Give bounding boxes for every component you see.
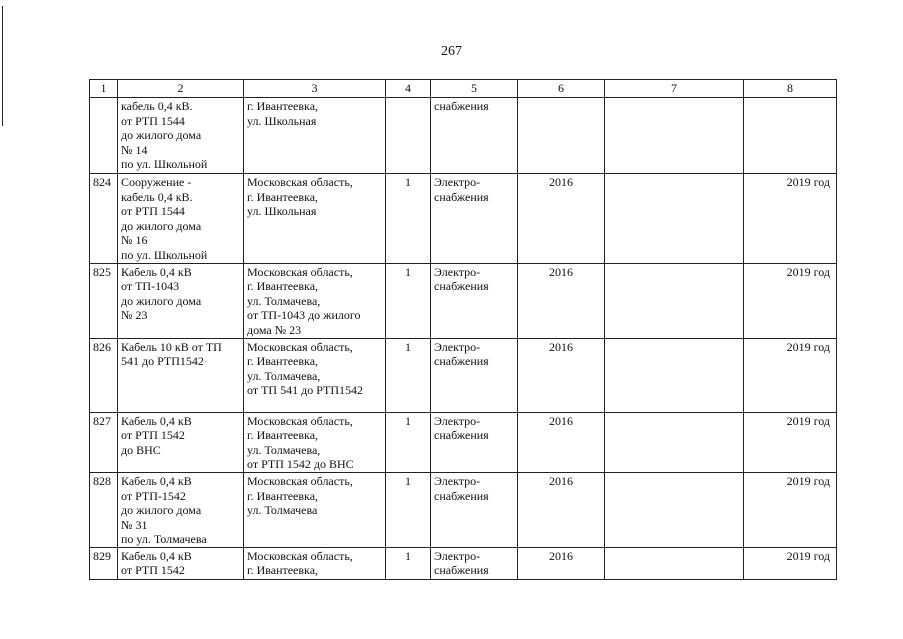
header-cell-7: 7 xyxy=(605,80,744,98)
cell-line: № 31 xyxy=(121,517,148,532)
cell-line: ул. Толмачева xyxy=(247,503,318,518)
cell-line: кабель 0,4 кВ. xyxy=(121,189,193,204)
cell-line: снабжения xyxy=(434,428,489,443)
cell-line: снабжения xyxy=(434,563,489,578)
header-cell-4: 4 xyxy=(386,80,431,98)
year-cell: 2016 xyxy=(518,338,605,412)
cell-line: Электро- xyxy=(434,175,481,189)
cell-line: 541 до РТП1542 xyxy=(121,354,204,369)
cell-line: до жилого дома xyxy=(121,218,202,233)
cell-line: Московская область, xyxy=(247,473,353,488)
cell-line: снабжения xyxy=(434,279,489,294)
cell-line: от РТП 1544 xyxy=(121,204,185,219)
cell-line: Электро- xyxy=(434,264,481,279)
row-number-cell: 824 xyxy=(90,174,118,264)
cell-line: снабжения xyxy=(434,488,489,503)
cell-line: Электро- xyxy=(434,339,481,354)
address-cell xyxy=(244,98,386,174)
cell-line: г. Ивантеевка, xyxy=(247,354,319,369)
row-number-cell: 825 xyxy=(90,263,118,338)
cell-line: Электро- xyxy=(434,473,481,488)
object-name-cell xyxy=(118,412,244,472)
quantity-cell: 1 xyxy=(386,412,431,472)
cell-line: Кабель 0,4 кВ xyxy=(121,264,192,279)
year-cell: 2016 xyxy=(518,174,605,264)
cell-line: Московская область, xyxy=(247,264,353,279)
purpose-cell xyxy=(431,472,518,547)
cell-line: от РТП 1542 xyxy=(121,563,185,578)
row-number-cell: 829 xyxy=(90,547,118,579)
cell-line: № 16 xyxy=(121,233,148,248)
column-7-cell xyxy=(605,547,744,579)
header-cell-5: 5 xyxy=(431,80,518,98)
cell-line: ул. Школьная xyxy=(247,113,317,128)
cell-line: кабель 0,4 кВ. xyxy=(121,99,193,113)
quantity-cell xyxy=(386,98,431,174)
object-name-cell xyxy=(118,98,244,174)
column-7-cell xyxy=(605,98,744,174)
quantity-cell: 1 xyxy=(386,174,431,264)
cell-line: г. Ивантеевка, xyxy=(247,563,319,578)
cell-line: г. Ивантеевка, xyxy=(247,99,319,113)
year-cell: 2016 xyxy=(518,472,605,547)
year-cell: 2016 xyxy=(518,412,605,472)
cell-line: снабжения xyxy=(434,99,489,113)
cell-line: до ВНС xyxy=(121,442,161,457)
header-cell-8: 8 xyxy=(744,80,837,98)
purpose-cell xyxy=(431,338,518,412)
date-cell: 2019 год xyxy=(744,472,837,547)
year-cell xyxy=(518,98,605,174)
quantity-cell: 1 xyxy=(386,263,431,338)
cell-line: по ул. Школьной xyxy=(121,157,208,172)
cell-line: Кабель 0,4 кВ xyxy=(121,473,192,488)
address-cell xyxy=(244,547,386,579)
date-cell: 2019 год xyxy=(744,547,837,579)
purpose-cell xyxy=(431,547,518,579)
cell-line: г. Ивантеевка, xyxy=(247,279,319,294)
purpose-cell xyxy=(431,174,518,264)
cell-line: от ТП-1043 xyxy=(121,279,180,294)
page-number: 267 xyxy=(441,44,462,59)
column-7-cell xyxy=(605,412,744,472)
cell-line: г. Ивантеевка, xyxy=(247,428,319,443)
cell-line: от РТП 1544 xyxy=(121,113,185,128)
cell-line: от ТП 541 до РТП1542 xyxy=(247,383,364,398)
year-cell: 2016 xyxy=(518,547,605,579)
year-cell: 2016 xyxy=(518,263,605,338)
cell-line: от РТП 1542 xyxy=(121,428,185,443)
cell-line: до жилого дома xyxy=(121,293,202,308)
address-cell xyxy=(244,412,386,472)
address-cell xyxy=(244,472,386,547)
object-name-cell xyxy=(118,547,244,579)
cell-line: по ул. Школьной xyxy=(121,247,208,262)
column-7-cell xyxy=(605,338,744,412)
cell-line: Московская область, xyxy=(247,548,353,563)
object-name-cell xyxy=(118,174,244,264)
date-cell: 2019 год xyxy=(744,263,837,338)
header-cell-6: 6 xyxy=(518,80,605,98)
cell-line: Электро- xyxy=(434,548,481,563)
object-name-cell xyxy=(118,263,244,338)
left-margin-rule xyxy=(2,6,3,126)
table-row xyxy=(90,338,837,412)
row-number-cell: 826 xyxy=(90,338,118,412)
column-7-cell xyxy=(605,174,744,264)
date-cell: 2019 год xyxy=(744,338,837,412)
table-row xyxy=(90,472,837,547)
column-7-cell xyxy=(605,263,744,338)
cell-line: ул. Школьная xyxy=(247,204,317,219)
cell-line: до жилого дома xyxy=(121,128,202,143)
purpose-cell xyxy=(431,412,518,472)
cell-line: Электро- xyxy=(434,413,481,428)
cell-line: Московская область, xyxy=(247,339,353,354)
cell-line: от РТП-1542 xyxy=(121,488,186,503)
cell-line: снабжения xyxy=(434,354,489,369)
cell-line: снабжения xyxy=(434,189,489,204)
cell-line: по ул. Толмачева xyxy=(121,532,207,547)
date-cell xyxy=(744,98,837,174)
cell-line: дома № 23 xyxy=(247,322,302,337)
table-row xyxy=(90,98,837,174)
cell-line: Сооружение - xyxy=(121,175,192,189)
row-number-cell: 828 xyxy=(90,472,118,547)
cell-line: г. Ивантеевка, xyxy=(247,189,319,204)
column-7-cell xyxy=(605,472,744,547)
cell-line: Кабель 10 кВ от ТП xyxy=(121,339,222,354)
row-number-cell xyxy=(90,98,118,174)
cell-line: Кабель 0,4 кВ xyxy=(121,413,192,428)
cell-line: Московская область, xyxy=(247,413,353,428)
cell-line: № 23 xyxy=(121,308,148,323)
address-cell xyxy=(244,263,386,338)
table-row xyxy=(90,547,837,579)
header-cell-1: 1 xyxy=(90,80,118,98)
cell-line: ул. Толмачева, xyxy=(247,293,321,308)
cell-line: ул. Толмачева, xyxy=(247,442,321,457)
address-cell xyxy=(244,338,386,412)
header-cell-3: 3 xyxy=(244,80,386,98)
date-cell: 2019 год xyxy=(744,412,837,472)
registry-table xyxy=(89,79,837,580)
cell-line: от ТП-1043 до жилого xyxy=(247,308,361,323)
row-number-cell: 827 xyxy=(90,412,118,472)
cell-line: № 14 xyxy=(121,142,148,157)
purpose-cell xyxy=(431,98,518,174)
object-name-cell xyxy=(118,338,244,412)
quantity-cell: 1 xyxy=(386,338,431,412)
table-row xyxy=(90,263,837,338)
header-cell-2: 2 xyxy=(118,80,244,98)
date-cell: 2019 год xyxy=(744,174,837,264)
quantity-cell: 1 xyxy=(386,472,431,547)
header-row xyxy=(90,80,837,98)
object-name-cell xyxy=(118,472,244,547)
quantity-cell: 1 xyxy=(386,547,431,579)
purpose-cell xyxy=(431,263,518,338)
table-row xyxy=(90,174,837,264)
table-row xyxy=(90,412,837,472)
cell-line: Кабель 0,4 кВ xyxy=(121,548,192,563)
cell-line: Московская область, xyxy=(247,175,353,189)
cell-line: ул. Толмачева, xyxy=(247,368,321,383)
cell-line: до жилого дома xyxy=(121,503,202,518)
cell-line: от РТП 1542 до ВНС xyxy=(247,457,354,472)
cell-line: г. Ивантеевка, xyxy=(247,488,319,503)
address-cell xyxy=(244,174,386,264)
